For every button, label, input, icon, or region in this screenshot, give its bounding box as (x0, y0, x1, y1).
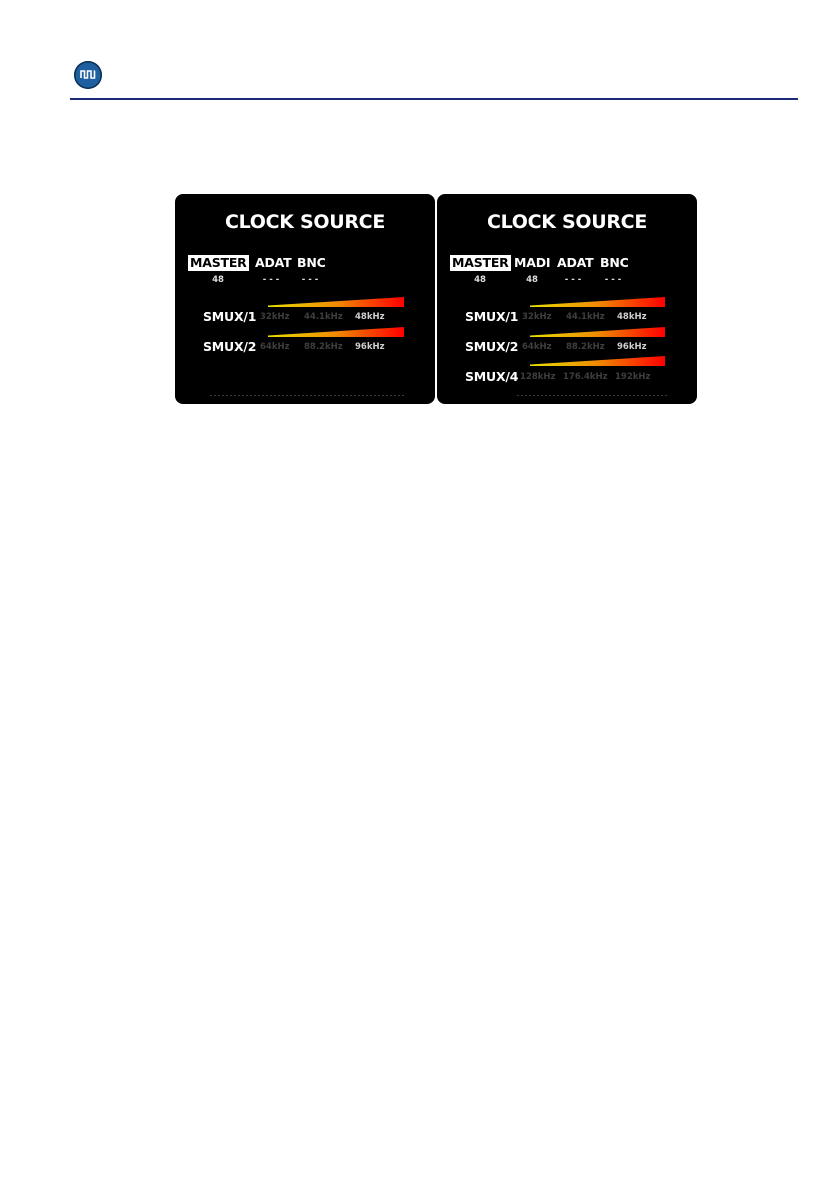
rate-44-1khz[interactable]: 44.1kHz (304, 312, 343, 322)
row-label-smux4: SMUX/4 (465, 369, 519, 384)
header-rule (70, 98, 798, 100)
source-master-value: 48 (474, 275, 486, 285)
source-master[interactable]: MASTER (190, 255, 247, 270)
clock-wave-icon (74, 61, 102, 89)
source-adat[interactable]: ADAT (255, 255, 292, 270)
source-madi[interactable]: MADI (514, 255, 551, 270)
rate-48khz[interactable]: 48kHz (617, 312, 647, 322)
source-bnc-value: - - - (604, 275, 622, 285)
row-label-smux2: SMUX/2 (203, 339, 257, 354)
rate-wedge-smux4 (530, 356, 665, 366)
clock-source-panel-right (437, 194, 697, 404)
rate-wedge-smux2 (530, 327, 665, 337)
source-adat[interactable]: ADAT (557, 255, 594, 270)
rate-88-2khz[interactable]: 88.2kHz (566, 342, 605, 352)
rate-32khz[interactable]: 32kHz (522, 312, 552, 322)
rate-32khz[interactable]: 32kHz (260, 312, 290, 322)
row-label-smux1: SMUX/1 (203, 309, 257, 324)
rate-96khz[interactable]: 96kHz (617, 342, 647, 352)
source-adat-value: - - - (564, 275, 582, 285)
panel-title: CLOCK SOURCE (486, 211, 648, 233)
source-madi-value: 48 (526, 275, 538, 285)
rate-44-1khz[interactable]: 44.1kHz (566, 312, 605, 322)
row-label-smux1: SMUX/1 (465, 309, 519, 324)
rate-wedge-smux2 (268, 327, 404, 337)
rate-96khz[interactable]: 96kHz (355, 342, 385, 352)
source-master-value: 48 (212, 275, 224, 285)
rate-48khz[interactable]: 48kHz (355, 312, 385, 322)
clock-source-panel-left (175, 194, 435, 404)
divider (210, 395, 405, 396)
source-bnc-value: - - - (301, 275, 319, 285)
panel-title: CLOCK SOURCE (224, 211, 386, 233)
rate-128khz[interactable]: 128kHz (520, 372, 556, 382)
row-label-smux2: SMUX/2 (465, 339, 519, 354)
source-bnc[interactable]: BNC (297, 255, 326, 270)
rate-88-2khz[interactable]: 88.2kHz (304, 342, 343, 352)
rate-wedge-smux1 (530, 297, 665, 307)
source-bnc[interactable]: BNC (600, 255, 629, 270)
rate-64khz[interactable]: 64kHz (522, 342, 552, 352)
source-master[interactable]: MASTER (452, 255, 509, 270)
rate-64khz[interactable]: 64kHz (260, 342, 290, 352)
source-adat-value: - - - (262, 275, 280, 285)
divider (517, 395, 667, 396)
rate-176-4khz[interactable]: 176.4kHz (563, 372, 608, 382)
rate-192khz[interactable]: 192kHz (615, 372, 651, 382)
rate-wedge-smux1 (268, 297, 404, 307)
